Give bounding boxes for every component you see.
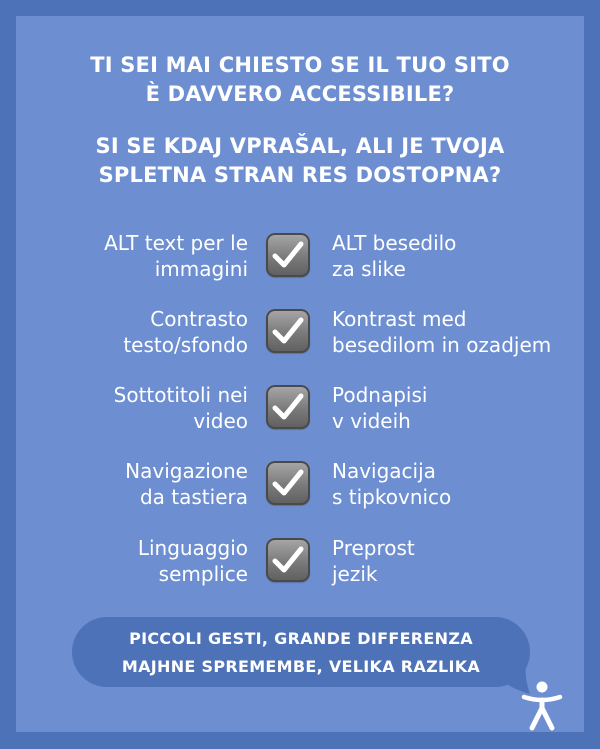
checkmark-icon — [266, 309, 310, 353]
item-label-italian: Navigazione da tastiera — [125, 459, 248, 509]
item-label-slovenian: ALT besedilo za slike — [332, 231, 457, 281]
item-label-italian: Sottotitoli nei video — [113, 383, 248, 433]
checklist-item — [0, 230, 600, 290]
footer-speech-bubble — [72, 617, 530, 687]
item-label-slovenian: Podnapisi v videih — [332, 383, 428, 433]
accessibility-person-icon — [521, 681, 563, 731]
checkmark-icon — [266, 385, 310, 429]
item-label-slovenian: Preprost jezik — [332, 536, 415, 586]
headline-slovenian: SI SE KDAJ VPRAŠAL, ALI JE TVOJA SPLETNA STRAN RES DOSTOPNA? — [95, 134, 505, 187]
checklist-item — [0, 382, 600, 442]
item-label-slovenian: Navigacija s tipkovnico — [332, 459, 452, 509]
item-label-italian: Linguaggio semplice — [137, 536, 248, 586]
footer-italian: PICCOLI GESTI, GRANDE DIFFERENZA — [129, 629, 473, 648]
item-label-slovenian: Kontrast med besedilom in ozadjem — [332, 307, 552, 357]
footer-slovenian: MAJHNE SPREMEMBE, VELIKA RAZLIKA — [121, 657, 481, 676]
headline-italian: TI SEI MAI CHIESTO SE IL TUO SITO È DAVVERO ACCESSIBILE? — [90, 53, 510, 106]
checkmark-icon — [266, 233, 310, 277]
item-label-italian: ALT text per le immagini — [104, 231, 248, 281]
checklist-item — [0, 535, 600, 595]
checklist-item — [0, 458, 600, 518]
item-label-italian: Contrasto testo/sfondo — [123, 307, 248, 357]
checklist-item — [0, 306, 600, 366]
checkmark-icon — [266, 538, 310, 582]
checkmark-icon — [266, 461, 310, 505]
